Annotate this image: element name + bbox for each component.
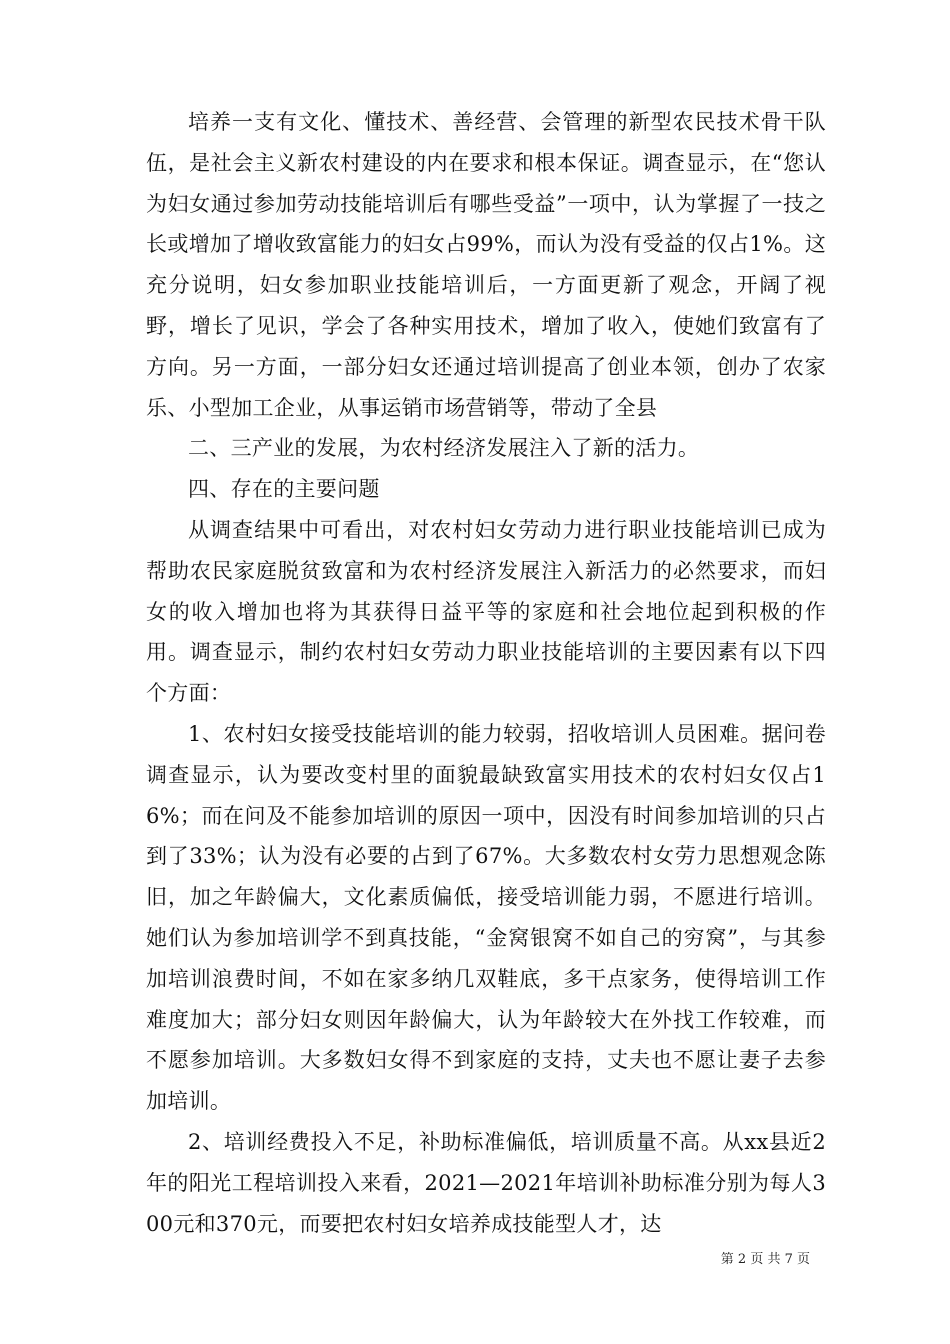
- paragraph-problem-1: 1、农村妇女接受技能培训的能力较弱，招收培训人员困难。据问卷调查显示，认为要改变村里的面貌最缺致富实用技术的农村妇女仅占16%；而在问及不能参加培训的原因一项中，因没有时间参加培训的只占到了33%；认为没有必要的占到了67%。大多数农村女劳力思想观念陈旧，加之年龄偏大，文化素质偏低，接受培训能力弱，不愿进行培训。她们认为参加培训学不到真技能，“金窝银窝不如自己的穷窝”，与其参加培训浪费时间，不如在家多纳几双鞋底，多干点家务，使得培训工作难度加大；部分妇女则因年龄偏大，认为年龄较大在外找工作较难，而不愿参加培训。大多数妇女得不到家庭的支持，丈夫也不愿让妻子去参加培训。: [146, 721, 826, 1114]
- page-number: 第 2 页 共 7 页: [720, 1252, 810, 1267]
- document-body: [146, 102, 826, 1244]
- paragraph-survey-results: 从调查结果中可看出，对农村妇女劳动力进行职业技能培训已成为帮助农民家庭脱贫致富和为农村经济发展注入新活力的必然要求，而妇女的收入增加也将为其获得日益平等的家庭和社会地位起到积极的作用。调查显示，制约农村妇女劳动力职业技能培训的主要因素有以下四个方面：: [146, 517, 826, 706]
- paragraph-industry-development: 二、三产业的发展，为农村经济发展注入了新的活力。: [188, 436, 700, 461]
- paragraph-training-benefits: 培养一支有文化、懂技术、善经营、会管理的新型农民技术骨干队伍，是社会主义新农村建设的内在要求和根本保证。调查显示，在“您认为妇女通过参加劳动技能培训后有哪些受益”一项中，认为掌握了一技之长或增加了增收致富能力的妇女占99%，而认为没有受益的仅占1%。这充分说明，妇女参加职业技能培训后，一方面更新了观念，开阔了视野，增长了见识，学会了各种实用技术，增加了收入，使她们致富有了方向。另一方面，一部分妇女还通过培训提高了创业本领，创办了农家乐、小型加工企业，从事运销市场营销等，带动了全县: [146, 110, 826, 420]
- paragraph-problem-2: 2、培训经费投入不足，补助标准偏低，培训质量不高。从xx县近2年的阳光工程培训投入来看，2021—2021年培训补助标准分别为每人300元和370元，而要把农村妇女培养成技能型人才，达: [146, 1129, 826, 1236]
- section-heading-main-problems: 四、存在的主要问题: [188, 477, 380, 502]
